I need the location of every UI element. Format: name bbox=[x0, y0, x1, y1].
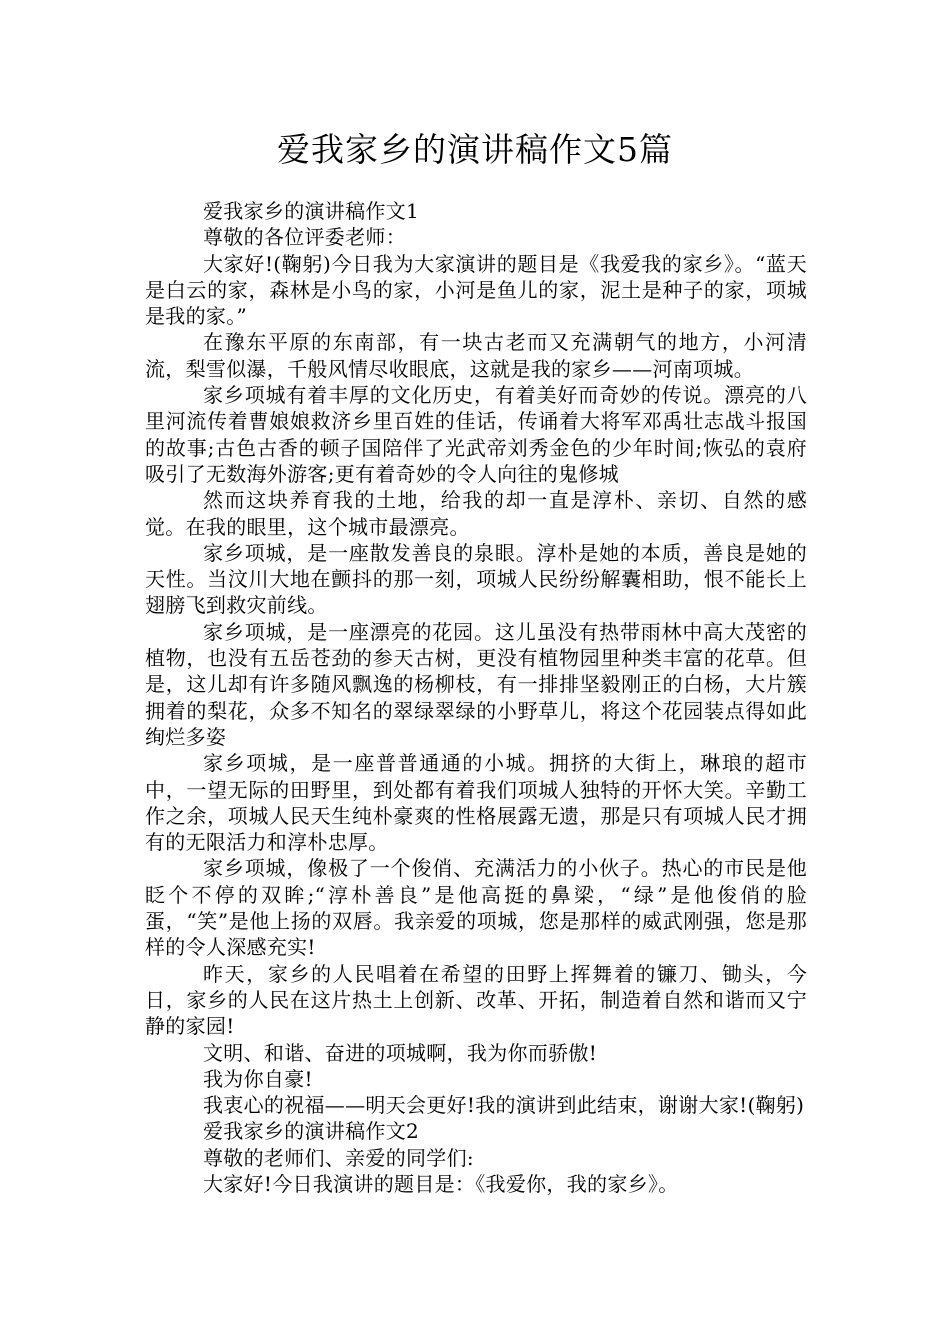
paragraph: 家乡项城，是一座漂亮的花园。这儿虽没有热带雨林中高大茂密的植物，也没有五岳苍劲的参天古树，更没有植物园里种类丰富的花草。但是，这儿却有许多随风飘逸的杨柳枝，有一排排坚毅刚正的白杨，大片簇拥着的梨花，众多不知名的翠绿翠绿的小野草儿，将这个花园装点得如此绚烂多姿 bbox=[145, 619, 807, 749]
paragraph: 家乡项城有着丰厚的文化历史，有着美好而奇妙的传说。漂亮的八里河流传着曹娘娘救济乡里百姓的佳话，传诵着大将军邓禹壮志战斗报国的故事;古色古香的顿子国陪伴了光武帝刘秀金色的少年时间;恢弘的袁府吸引了无数海外游客;更有着奇妙的令人向往的鬼修城 bbox=[145, 383, 807, 486]
paragraph: 家乡项城，是一座普普通通的小城。拥挤的大街上，琳琅的超市中，一望无际的田野里，到处都有着我们项城人独特的开怀大笑。辛勤工作之余，项城人民天生纯朴豪爽的性格展露无遗，那是只有项城人民才拥有的无限活力和淳朴忠厚。 bbox=[145, 751, 807, 855]
paragraph: 文明、和谐、奋进的项城啊，我为你而骄傲! bbox=[203, 1040, 598, 1065]
subheading-essay-1: 爱我家乡的演讲稿作文1 bbox=[203, 199, 420, 223]
paragraph: 大家好!(鞠躬)今日我为大家演讲的题目是《我爱我的家乡》。“蓝天是白云的家，森林是小鸟的家，小河是鱼儿的家，泥土是种子的家，项城是我的家。” bbox=[145, 251, 807, 329]
subheading-essay-2: 爱我家乡的演讲稿作文2 bbox=[203, 1119, 420, 1144]
paragraph: 然而这块养育我的土地，给我的却一直是淳朴、亲切、自然的感觉。在我的眼里，这个城市最漂亮。 bbox=[145, 488, 807, 539]
paragraph: 我衷心的祝福——明天会更好!我的演讲到此结束，谢谢大家!(鞠躬) bbox=[203, 1093, 805, 1118]
salutation: 尊敬的老师们、亲爱的同学们: bbox=[203, 1145, 474, 1170]
document-title: 爱我家乡的演讲稿作文5篇 bbox=[277, 130, 673, 169]
paragraph: 在豫东平原的东南部，有一块古老而又充满朝气的地方，小河清流，梨雪似瀑，千般风情尽收眼底，这就是我的家乡——河南项城。 bbox=[145, 330, 807, 381]
paragraph: 大家好!今日我演讲的题目是：《我爱你，我的家乡》。 bbox=[203, 1171, 679, 1196]
paragraph: 家乡项城，像极了一个俊俏、充满活力的小伙子。热心的市民是他眨个不停的双眸;“淳朴善良”是他高挺的鼻梁，“绿”是他俊俏的脸蛋，“笑”是他上扬的双唇。我亲爱的项城，您是那样的威武刚强，您是那样的令人深感充实! bbox=[145, 856, 807, 960]
paragraph: 昨天，家乡的人民唱着在希望的田野上挥舞着的镰刀、锄头，今日，家乡的人民在这片热土上创新、改革、开拓，制造着自然和谐而又宁静的家园! bbox=[145, 961, 807, 1039]
paragraph: 家乡项城，是一座散发善良的泉眼。淳朴是她的本质，善良是她的天性。当汶川大地在颤抖的那一刻，项城人民纷纷解囊相助，恨不能长上翅膀飞到救灾前线。 bbox=[145, 540, 807, 618]
paragraph: 我为你自豪! bbox=[203, 1066, 313, 1091]
document-body bbox=[145, 198, 807, 1197]
salutation: 尊敬的各位评委老师： bbox=[203, 225, 406, 250]
